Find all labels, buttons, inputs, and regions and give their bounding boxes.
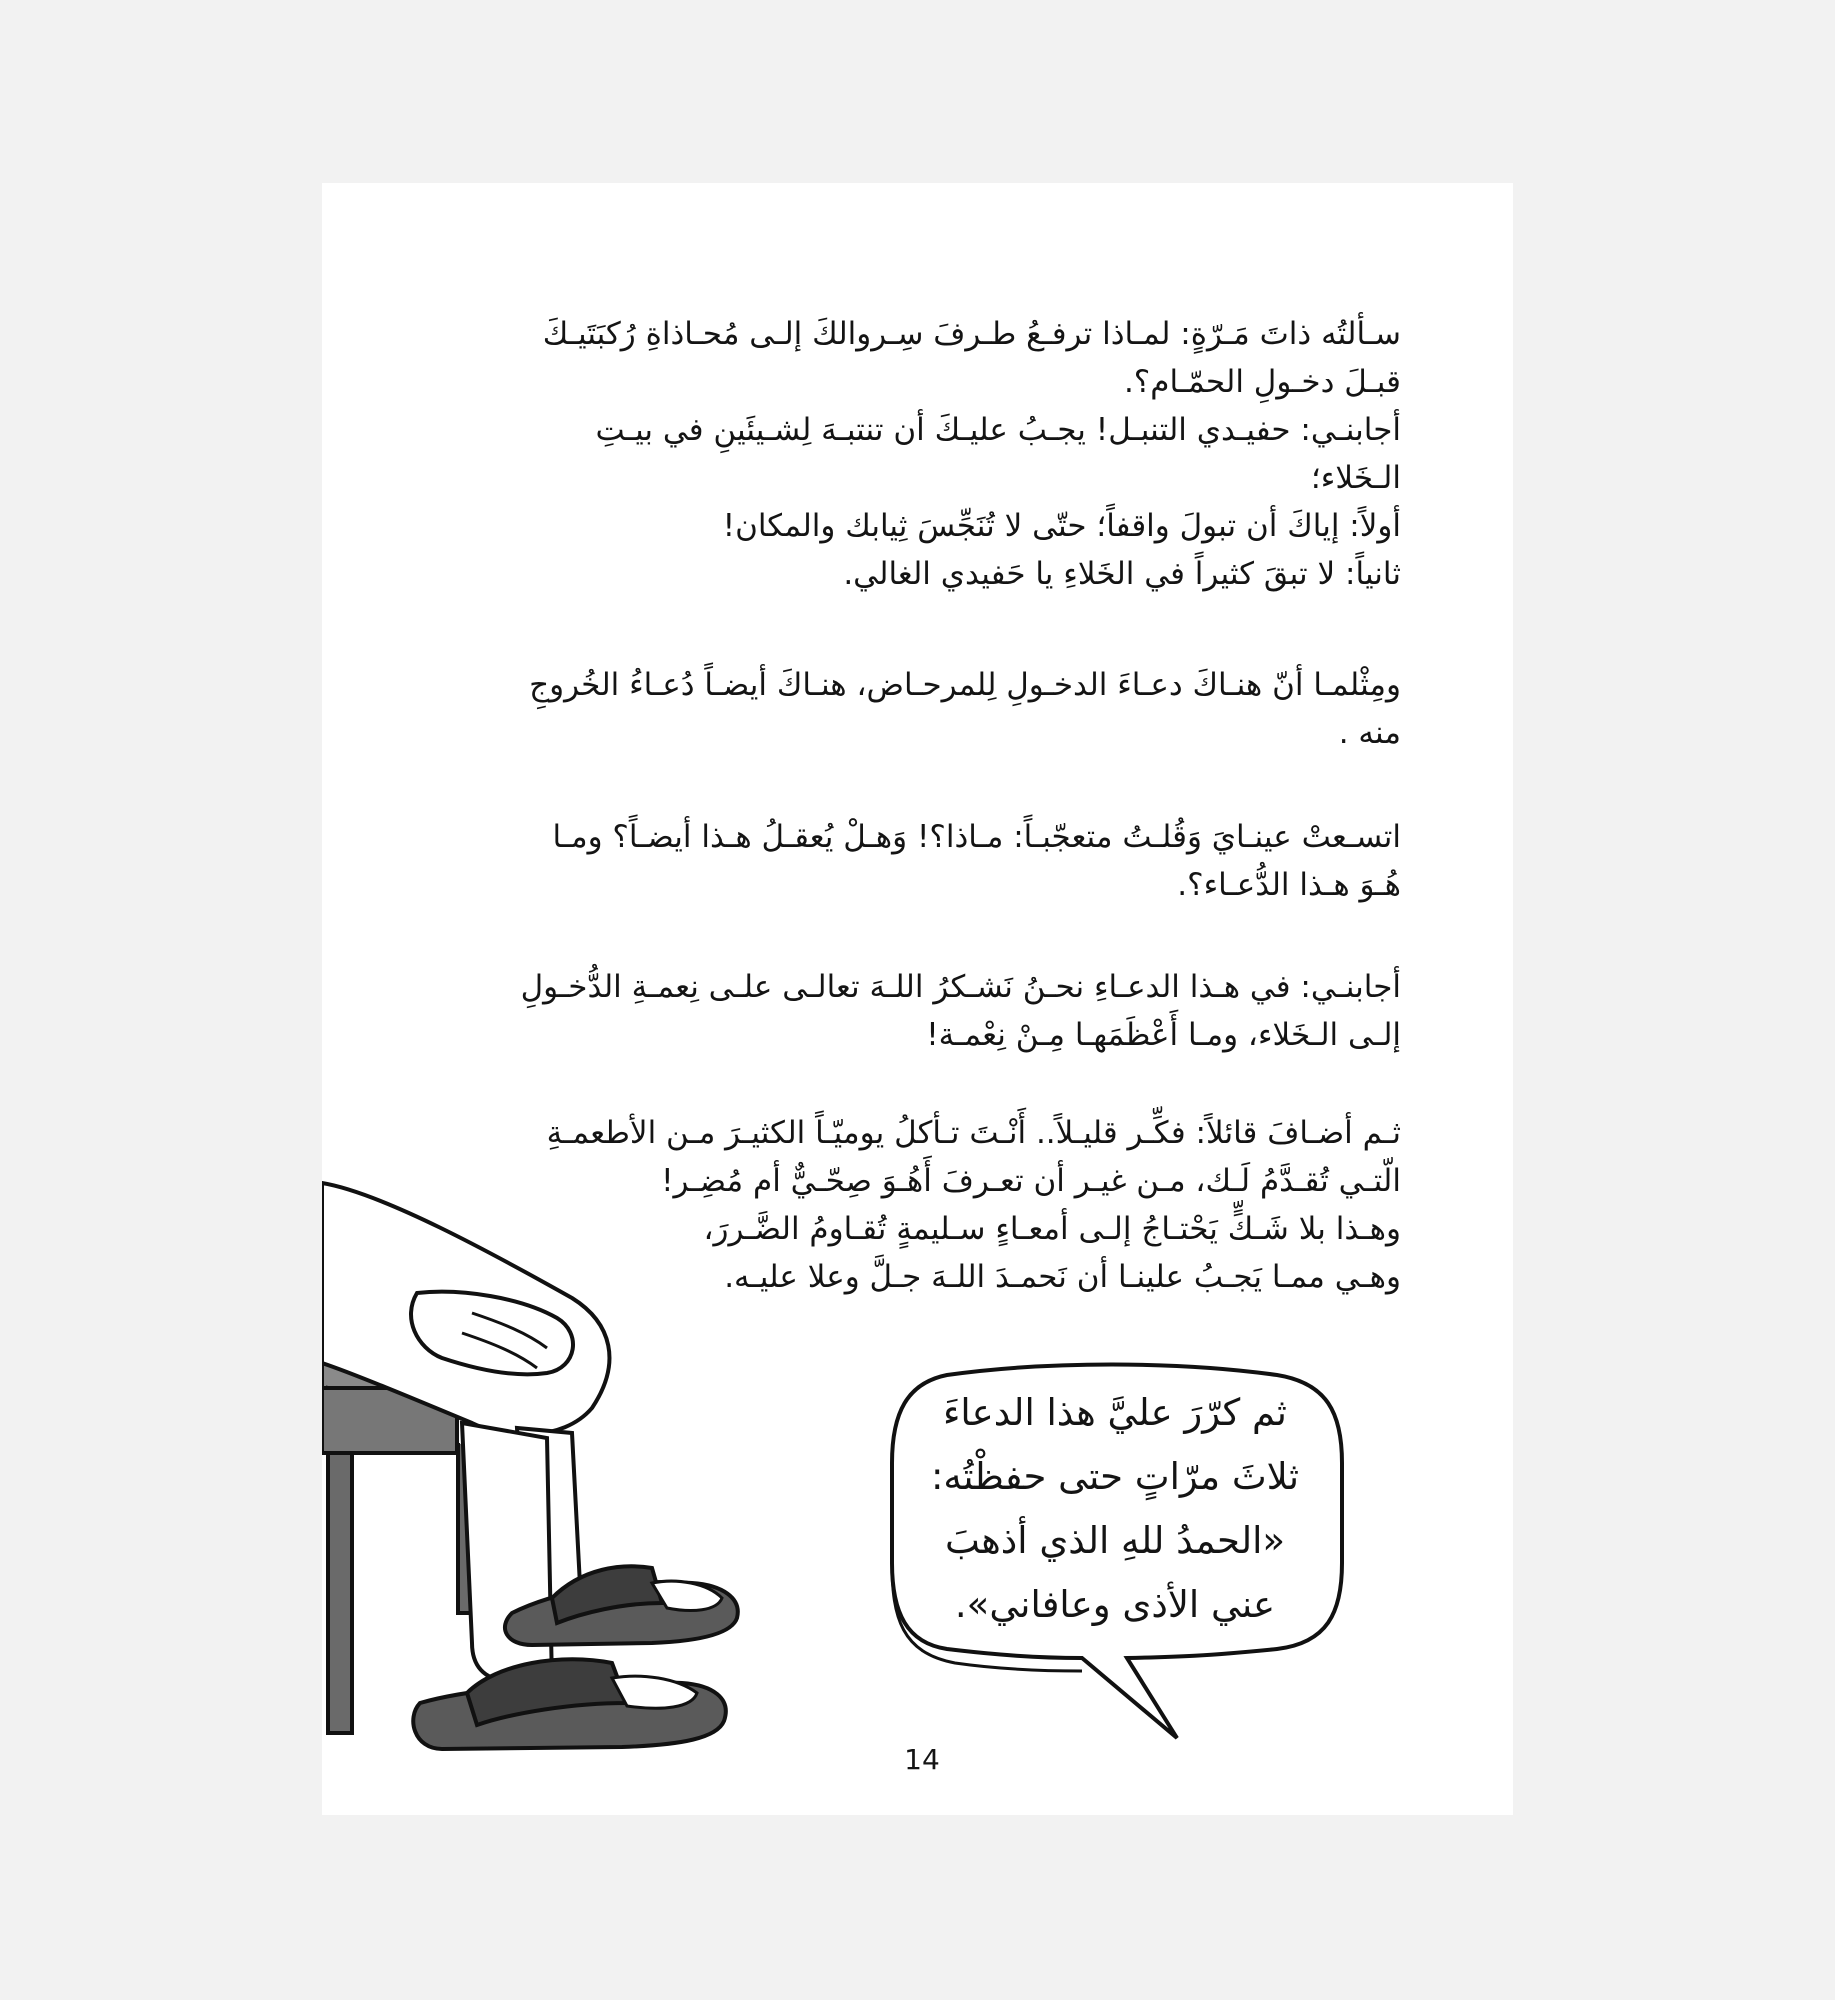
bubble-line: ثلاثَ مرّاتٍ حتى حفظْتُه: (930, 1455, 1300, 1498)
paragraph-exit-dua (451, 661, 1401, 757)
bubble-line: عني الأذى وعافاني». (954, 1583, 1276, 1626)
text-line: ومِثْلمـا أنّ هنـاكَ دعـاءَ الدخـولِ لِلمرحـاض، هنـاكَ أيضـاً دُعـاءُ الخُروجِ (529, 667, 1401, 703)
text-line: أجابنـي: حفيـدي التنبـل! يجـبُ عليـكَ أن تنتبـهَ لِشـيئَينِ في بيـتِ (595, 412, 1401, 448)
text-line: إلـى الـخَلاء، ومـا أَعْظَمَهـا مِـنْ نِعْمـة! (926, 1017, 1401, 1053)
paragraph-surprise (451, 813, 1401, 909)
text-line: قبـلَ دخـولِ الحمّـام؟. (1123, 364, 1401, 400)
bubble-line: ثم كرّرَ عليَّ هذا الدعاءَ (943, 1391, 1287, 1434)
text-line: هُـوَ هـذا الدُّعـاء؟. (1177, 867, 1401, 903)
book-page (322, 183, 1513, 1815)
text-line: الـخَلاء؛ (1310, 460, 1401, 496)
speech-bubble-text (905, 1381, 1325, 1637)
text-line: منه . (1338, 715, 1401, 751)
text-line: اتسـعتْ عينـايَ وَقُلـتُ متعجّبـاً: مـاذا؟! وَهـلْ يُعقـلُ هـذا أيضـاً؟ ومـا (552, 819, 1401, 855)
bubble-line: «الحمدُ للهِ الذي أذهبَ (944, 1519, 1286, 1562)
paragraph-gratitude (451, 963, 1401, 1059)
text-line: ثانياً: لا تبقَ كثيراً في الخَلاءِ يا حَفيدي الغالي. (843, 556, 1401, 592)
legs-sandals-illustration (322, 1173, 792, 1773)
text-line: أولاً: إياكَ أن تبولَ واقفاً؛ حتّى لا تُنَجِّسَ ثِيابك والمكان! (722, 508, 1401, 544)
page-number: 14 (904, 1743, 940, 1776)
text-line: ثـم أضـافَ قائلاً: فكِّـر قليـلاً.. أَنْـتَ تـأكلُ يوميّـاً الكثيـرَ مـن الأطعمـةِ (546, 1115, 1401, 1151)
text-line: أجابنـي: في هـذا الدعـاءِ نحـنُ نَشـكرُ اللـهَ تعالـى علـى نِعمـةِ الدُّخـولِ (520, 969, 1401, 1005)
text-line: الّتـي تُقـدَّمُ لَـك، مـن غيـر أن تعـرفَ أَهُـوَ صِحّـيٌّ أم مُضِـر! (661, 1163, 1401, 1199)
paragraph-question (451, 310, 1401, 598)
text-line: وهـذا بلا شَـكٍّ يَحْتـاجُ إلـى أمعـاءٍ سـليمةٍ تُقـاومُ الضَّـررَ، (703, 1211, 1401, 1247)
text-line: وهـي ممـا يَجـبُ علينـا أن نَحمـدَ اللـهَ جـلَّ وعلا عليـه. (724, 1259, 1401, 1295)
text-line: سـألتُه ذاتَ مَـرّةٍ: لمـاذا ترفـعُ طـرفَ سِـروالكَ إلـى مُحـاذاةِ رُكبَتَيـكَ (542, 316, 1401, 352)
